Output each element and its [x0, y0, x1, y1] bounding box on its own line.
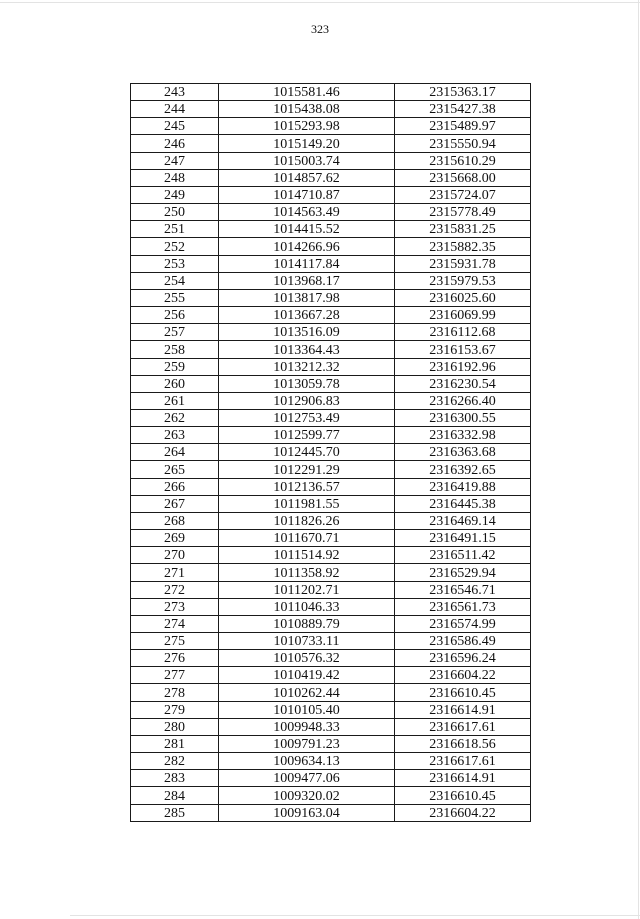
y-coordinate-cell: 2316491.15: [395, 530, 531, 547]
point-number-cell: 285: [131, 804, 219, 821]
point-number-cell: 243: [131, 84, 219, 101]
y-coordinate-cell: 2315831.25: [395, 221, 531, 238]
point-number-cell: 269: [131, 530, 219, 547]
point-number-cell: 253: [131, 255, 219, 272]
x-coordinate-cell: 1009477.06: [219, 770, 395, 787]
x-coordinate-cell: 1012445.70: [219, 444, 395, 461]
table-row: [131, 392, 531, 409]
x-coordinate-cell: 1010576.32: [219, 650, 395, 667]
table-row: [131, 650, 531, 667]
point-number-cell: 278: [131, 684, 219, 701]
point-number-cell: 264: [131, 444, 219, 461]
table-row: [131, 135, 531, 152]
scan-edge-top: [0, 2, 640, 3]
y-coordinate-cell: 2315427.38: [395, 101, 531, 118]
x-coordinate-cell: 1012136.57: [219, 478, 395, 495]
x-coordinate-cell: 1010262.44: [219, 684, 395, 701]
x-coordinate-cell: 1013059.78: [219, 375, 395, 392]
point-number-cell: 263: [131, 427, 219, 444]
y-coordinate-cell: 2316561.73: [395, 598, 531, 615]
scan-edge-right: [638, 0, 639, 919]
point-number-cell: 261: [131, 392, 219, 409]
table-row: [131, 341, 531, 358]
point-number-cell: 272: [131, 581, 219, 598]
y-coordinate-cell: 2315724.07: [395, 186, 531, 203]
point-number-cell: 283: [131, 770, 219, 787]
point-number-cell: 275: [131, 633, 219, 650]
table-row: [131, 255, 531, 272]
table-row: [131, 667, 531, 684]
table-row: [131, 444, 531, 461]
point-number-cell: 279: [131, 701, 219, 718]
y-coordinate-cell: 2316153.67: [395, 341, 531, 358]
point-number-cell: 277: [131, 667, 219, 684]
y-coordinate-cell: 2316025.60: [395, 289, 531, 306]
point-number-cell: 271: [131, 564, 219, 581]
point-number-cell: 255: [131, 289, 219, 306]
y-coordinate-cell: 2316332.98: [395, 427, 531, 444]
table-row: [131, 204, 531, 221]
x-coordinate-cell: 1015581.46: [219, 84, 395, 101]
point-number-cell: 265: [131, 461, 219, 478]
point-number-cell: 259: [131, 358, 219, 375]
point-number-cell: 249: [131, 186, 219, 203]
y-coordinate-cell: 2316617.61: [395, 718, 531, 735]
x-coordinate-cell: 1010733.11: [219, 633, 395, 650]
point-number-cell: 260: [131, 375, 219, 392]
point-number-cell: 252: [131, 238, 219, 255]
table-row: [131, 530, 531, 547]
table-row: [131, 735, 531, 752]
y-coordinate-cell: 2315550.94: [395, 135, 531, 152]
y-coordinate-cell: 2316546.71: [395, 581, 531, 598]
point-number-cell: 262: [131, 409, 219, 426]
x-coordinate-cell: 1014857.62: [219, 169, 395, 186]
table-row: [131, 753, 531, 770]
y-coordinate-cell: 2316618.56: [395, 735, 531, 752]
point-number-cell: 247: [131, 152, 219, 169]
point-number-cell: 270: [131, 547, 219, 564]
point-number-cell: 251: [131, 221, 219, 238]
point-number-cell: 281: [131, 735, 219, 752]
y-coordinate-cell: 2316610.45: [395, 684, 531, 701]
table-row: [131, 615, 531, 632]
x-coordinate-cell: 1015003.74: [219, 152, 395, 169]
table-row: [131, 701, 531, 718]
x-coordinate-cell: 1011202.71: [219, 581, 395, 598]
y-coordinate-cell: 2316586.49: [395, 633, 531, 650]
x-coordinate-cell: 1011981.55: [219, 495, 395, 512]
y-coordinate-cell: 2316604.22: [395, 804, 531, 821]
x-coordinate-cell: 1012291.29: [219, 461, 395, 478]
x-coordinate-cell: 1011826.26: [219, 512, 395, 529]
table-row: [131, 684, 531, 701]
table-row: [131, 221, 531, 238]
x-coordinate-cell: 1015438.08: [219, 101, 395, 118]
y-coordinate-cell: 2316069.99: [395, 307, 531, 324]
table-row: [131, 581, 531, 598]
table-row: [131, 152, 531, 169]
y-coordinate-cell: 2316511.42: [395, 547, 531, 564]
x-coordinate-cell: 1010889.79: [219, 615, 395, 632]
x-coordinate-cell: 1011046.33: [219, 598, 395, 615]
point-number-cell: 257: [131, 324, 219, 341]
point-number-cell: 258: [131, 341, 219, 358]
y-coordinate-cell: 2315979.53: [395, 272, 531, 289]
y-coordinate-cell: 2315778.49: [395, 204, 531, 221]
y-coordinate-cell: 2316614.91: [395, 701, 531, 718]
table-row: [131, 718, 531, 735]
y-coordinate-cell: 2316604.22: [395, 667, 531, 684]
table-row: [131, 478, 531, 495]
x-coordinate-cell: 1014563.49: [219, 204, 395, 221]
x-coordinate-cell: 1009634.13: [219, 753, 395, 770]
x-coordinate-cell: 1011670.71: [219, 530, 395, 547]
table-row: [131, 118, 531, 135]
table-row: [131, 84, 531, 101]
x-coordinate-cell: 1014117.84: [219, 255, 395, 272]
table-row: [131, 427, 531, 444]
x-coordinate-cell: 1014266.96: [219, 238, 395, 255]
table-row: [131, 358, 531, 375]
x-coordinate-cell: 1013968.17: [219, 272, 395, 289]
coordinate-table-body: [131, 84, 531, 822]
table-row: [131, 272, 531, 289]
point-number-cell: 256: [131, 307, 219, 324]
table-row: [131, 598, 531, 615]
x-coordinate-cell: 1011358.92: [219, 564, 395, 581]
x-coordinate-cell: 1014710.87: [219, 186, 395, 203]
point-number-cell: 284: [131, 787, 219, 804]
y-coordinate-cell: 2316610.45: [395, 787, 531, 804]
x-coordinate-cell: 1012753.49: [219, 409, 395, 426]
point-number-cell: 282: [131, 753, 219, 770]
table-row: [131, 564, 531, 581]
y-coordinate-cell: 2316300.55: [395, 409, 531, 426]
x-coordinate-cell: 1014415.52: [219, 221, 395, 238]
point-number-cell: 276: [131, 650, 219, 667]
point-number-cell: 245: [131, 118, 219, 135]
point-number-cell: 267: [131, 495, 219, 512]
y-coordinate-cell: 2315931.78: [395, 255, 531, 272]
table-row: [131, 495, 531, 512]
y-coordinate-cell: 2316392.65: [395, 461, 531, 478]
table-row: [131, 238, 531, 255]
point-number-cell: 273: [131, 598, 219, 615]
y-coordinate-cell: 2316192.96: [395, 358, 531, 375]
x-coordinate-cell: 1013516.09: [219, 324, 395, 341]
page-number: 323: [311, 22, 329, 36]
y-coordinate-cell: 2316266.40: [395, 392, 531, 409]
y-coordinate-cell: 2316363.68: [395, 444, 531, 461]
point-number-cell: 266: [131, 478, 219, 495]
y-coordinate-cell: 2316445.38: [395, 495, 531, 512]
table-row: [131, 409, 531, 426]
table-row: [131, 787, 531, 804]
x-coordinate-cell: 1012599.77: [219, 427, 395, 444]
y-coordinate-cell: 2315489.97: [395, 118, 531, 135]
x-coordinate-cell: 1013212.32: [219, 358, 395, 375]
point-number-cell: 254: [131, 272, 219, 289]
point-number-cell: 248: [131, 169, 219, 186]
y-coordinate-cell: 2316230.54: [395, 375, 531, 392]
point-number-cell: 268: [131, 512, 219, 529]
point-number-cell: 246: [131, 135, 219, 152]
y-coordinate-cell: 2315668.00: [395, 169, 531, 186]
y-coordinate-cell: 2316469.14: [395, 512, 531, 529]
y-coordinate-cell: 2316112.68: [395, 324, 531, 341]
y-coordinate-cell: 2316596.24: [395, 650, 531, 667]
table-row: [131, 633, 531, 650]
x-coordinate-cell: 1015293.98: [219, 118, 395, 135]
x-coordinate-cell: 1009163.04: [219, 804, 395, 821]
y-coordinate-cell: 2316529.94: [395, 564, 531, 581]
y-coordinate-cell: 2315610.29: [395, 152, 531, 169]
x-coordinate-cell: 1011514.92: [219, 547, 395, 564]
table-row: [131, 512, 531, 529]
table-row: [131, 307, 531, 324]
x-coordinate-cell: 1013364.43: [219, 341, 395, 358]
table-row: [131, 804, 531, 821]
table-row: [131, 375, 531, 392]
table-row: [131, 101, 531, 118]
x-coordinate-cell: 1010419.42: [219, 667, 395, 684]
x-coordinate-cell: 1009791.23: [219, 735, 395, 752]
scan-edge-bottom: [70, 915, 640, 916]
y-coordinate-cell: 2316617.61: [395, 753, 531, 770]
x-coordinate-cell: 1009948.33: [219, 718, 395, 735]
point-number-cell: 250: [131, 204, 219, 221]
table-row: [131, 547, 531, 564]
table-row: [131, 461, 531, 478]
table-row: [131, 289, 531, 306]
coordinate-table: [130, 83, 531, 822]
x-coordinate-cell: 1009320.02: [219, 787, 395, 804]
y-coordinate-cell: 2316614.91: [395, 770, 531, 787]
point-number-cell: 274: [131, 615, 219, 632]
y-coordinate-cell: 2316419.88: [395, 478, 531, 495]
table-row: [131, 186, 531, 203]
x-coordinate-cell: 1012906.83: [219, 392, 395, 409]
y-coordinate-cell: 2316574.99: [395, 615, 531, 632]
x-coordinate-cell: 1013817.98: [219, 289, 395, 306]
table-row: [131, 169, 531, 186]
point-number-cell: 280: [131, 718, 219, 735]
x-coordinate-cell: 1015149.20: [219, 135, 395, 152]
point-number-cell: 244: [131, 101, 219, 118]
table-row: [131, 324, 531, 341]
y-coordinate-cell: 2315363.17: [395, 84, 531, 101]
table-row: [131, 770, 531, 787]
y-coordinate-cell: 2315882.35: [395, 238, 531, 255]
x-coordinate-cell: 1013667.28: [219, 307, 395, 324]
x-coordinate-cell: 1010105.40: [219, 701, 395, 718]
